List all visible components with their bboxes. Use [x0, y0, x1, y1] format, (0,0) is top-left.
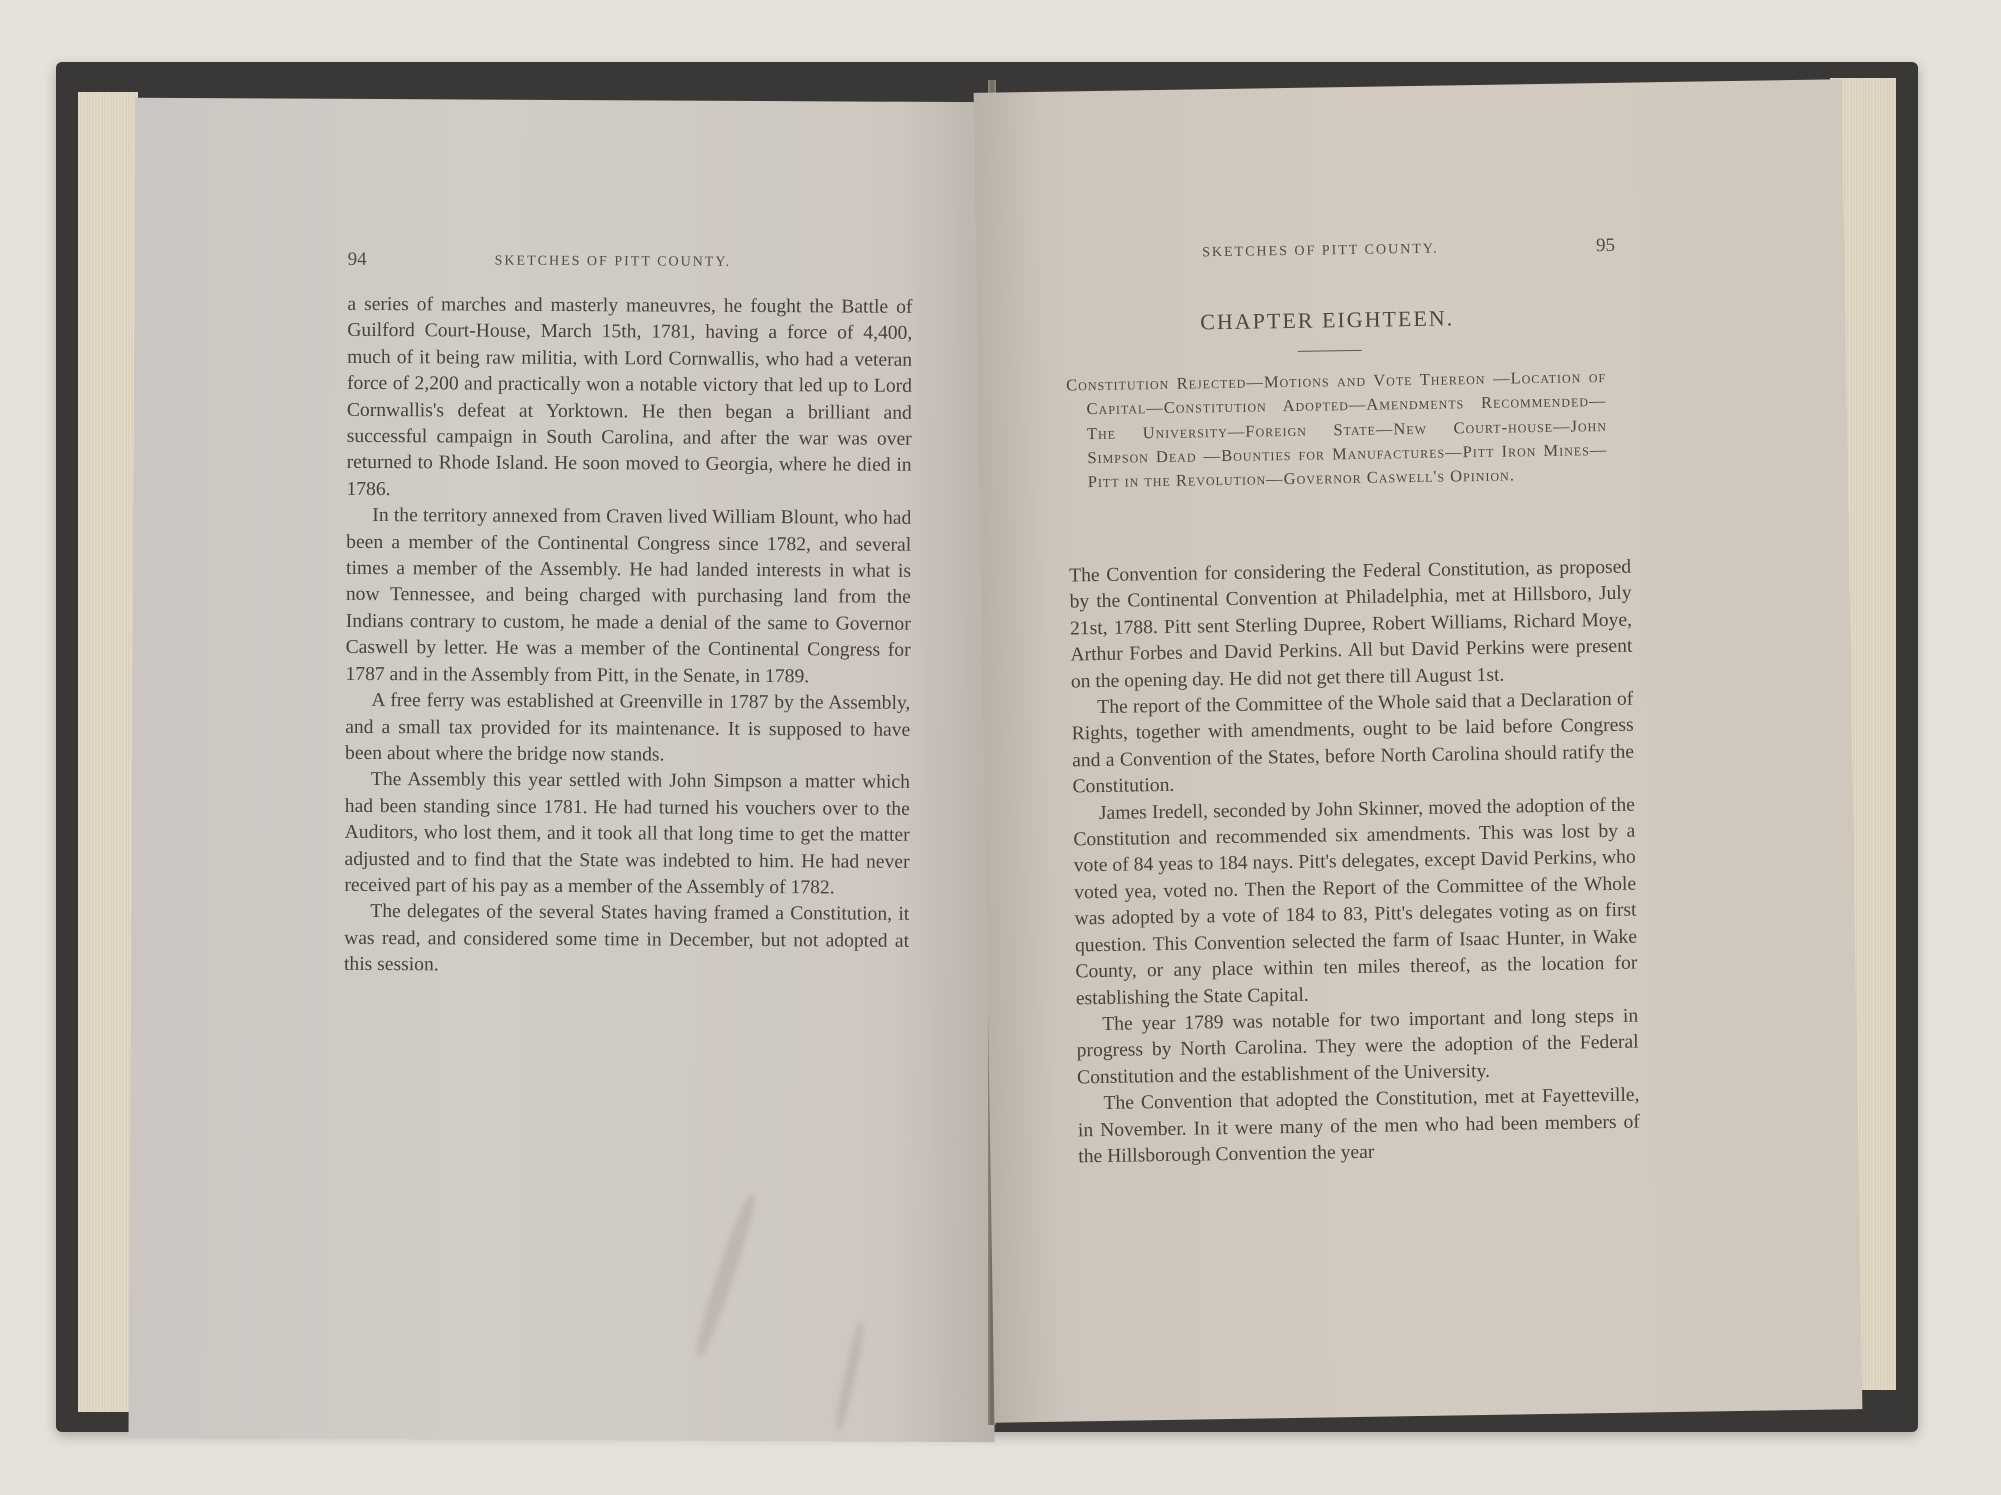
right-paragraph-5: The Convention that adopted the Constitution, met at Fayetteville, in November. In it were many of the men who had been members of the Hillsborough Convention the year: [1077, 1084, 1641, 1168]
chapter-title: CHAPTER EIGHTEEN.: [1200, 305, 1455, 335]
stain-mark: [833, 1322, 866, 1432]
right-paragraph-4: The year 1789 was notable for two important and long steps in progress by North Carolina. They were the adoption of the Federal Constitution and the establishment of the University.: [1076, 1005, 1639, 1089]
left-paragraph-3: A free ferry was established at Greenville in 1787 by the Assembly, and a small tax provided for its maintenance. It is supposed to have been about where the bridge now stands.: [345, 690, 911, 766]
left-paragraph-2: In the territory annexed from Craven lived William Blount, who had been a member of the Continental Congress since 1782, and several times a member of the Assembly. He had landed interests in what is now Tennessee, and being charged with purchasing land from the Indians contrary to custom, he made a denial of the same to Governor Caswell by letter. He was a member of the Continental Congress for 1787 and in the Assembly from Pitt, in the Senate, in 1789.: [345, 505, 912, 687]
right-paragraph-3: James Iredell, seconded by John Skinner, moved the adoption of the Constitution and recommended six amendments. This was lost by a vote of 84 yeas to 184 nays. Pitt's delegates, except David Perkins, who voted yea, voted no. Then the Report of the Committee of the Whole was adopted by a vote of 184 to 83, Pitt's delegates voting as on first question. This Convention selected the farm of Isaac Hunter, in Wake County, or any place within ten miles thereof, as the location for establishing the State Capital.: [1073, 794, 1638, 1009]
stain-mark: [691, 1193, 760, 1359]
right-page: [974, 79, 1863, 1422]
right-page-number: 95: [1595, 234, 1616, 257]
right-paragraph-2: The report of the Committee of the Whole said that a Declaration of Rights, together with amendments, ought to be laid before Congress and a Convention of the States, before North Carolina should ratify the Constitution.: [1071, 688, 1635, 798]
right-paragraph-1: The Convention for considering the Federal Constitution, as proposed by the Continental Convention at Philadelphia, met at Hillsboro, July 21st, 1788. Pitt sent Sterling Dupree, Robert Williams, Richard Moye, Arthur Forbes and David Perkins. All but David Perkins were present on the opening day. He did not get there till August 1st.: [1069, 556, 1633, 693]
left-running-head: SKETCHES OF PITT COUNTY.: [494, 253, 732, 270]
left-paragraph-4: The Assembly this year settled with John Simpson a matter which had been standing since 1781. He had turned his vouchers over to the Auditors, who lost them, and it took all that long time to get the matter adjusted and to find that the State was indebted to him. He had never received part of his pay as a member of the Assembly of 1782.: [344, 769, 910, 899]
left-paragraph-5: The delegates of the several States having framed a Constitution, it was read, and considered some time in December, but not adopted at this session.: [343, 901, 910, 976]
left-page: [128, 98, 1001, 1443]
left-paragraph-1: a series of marches and masterly maneuvres, he fought the Battle of Guilford Court-House, March 15th, 1781, having a force of 4,400, much of it being raw militia, with Lord Cornwallis, who had a veteran force of 2,200 and practically won a notable victory that led up to Lord Cornwallis's defeat at Yorktown. He then began a brilliant and successful campaign in South Carolina, and after the war was over returned to Rhode Island. He soon moved to Georgia, where he died in 1786.: [346, 293, 913, 500]
left-text-block: [344, 292, 913, 982]
right-running-head: SKETCHES OF PITT COUNTY.: [1202, 241, 1439, 261]
chapter-rule: [1298, 350, 1362, 352]
chapter-summary: Constitution Rejected—Motions and Vote Thereon —Location of Capital—Constitution Adopted—Amendments Recommended—The University—Foreign State—New Court-house—John Simpson Dead —Bounties for Manufactures—Pitt Iron Mines—Pitt in the Revolution—Governor Caswell's Opinion.: [1066, 366, 1608, 492]
left-page-number: 94: [347, 248, 367, 270]
right-text-block: [1069, 555, 1640, 1171]
